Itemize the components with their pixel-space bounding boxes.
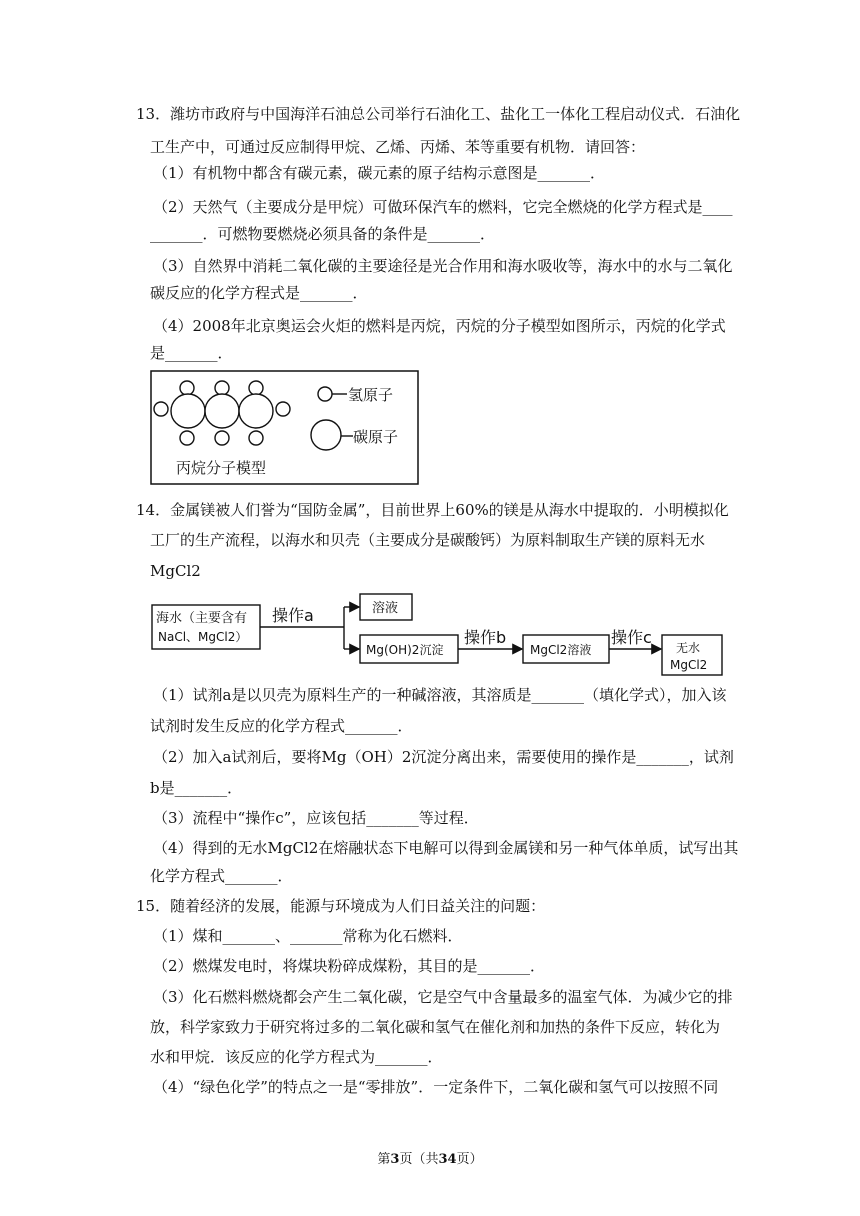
legend-hydrogen-atom (318, 387, 332, 401)
q14-line-3: MgCl2 (150, 562, 201, 580)
diagram-caption: 丙烷分子模型 (176, 459, 267, 477)
op-b-label: 操作b (464, 628, 507, 647)
q13-sub-1: （1）有机物中都含有碳元素，碳元素的原子结构示意图是_______． (153, 164, 606, 182)
q15-sub-4: （4）“绿色化学”的特点之一是“零排放”．一定条件下，二氧化碳和氢气可以按照不同 (153, 1078, 719, 1096)
process-flow-diagram (150, 591, 728, 679)
legend-carbon-atom (311, 420, 341, 450)
q15-sub-2: （2）燃煤发电时，将煤块粉碎成煤粉，其目的是_______． (153, 957, 546, 975)
q15-sub-3: （3）化石燃料燃烧都会产生二氧化碳，它是空气中含量最多的温室气体．为减少它的排 (153, 988, 733, 1006)
q14-sub-4: （4）得到的无水MgCl2在熔融状态下电解可以得到金属镁和另一种气体单质，试写出其 (153, 839, 739, 857)
q14-sub-3: （3）流程中“操作c”，应该包括_______等过程． (153, 809, 479, 827)
q14-line-1: 14．金属镁被人们誉为“国防金属”，目前世界上60%的镁是从海水中提取的．小明模拟化 (136, 501, 729, 519)
carbon-atom (239, 394, 273, 428)
op-a-label: 操作a (272, 606, 314, 625)
q15-line-1: 15．随着经济的发展，能源与环境成为人们日益关注的问题： (136, 897, 546, 915)
legend-hydrogen-label: 氢原子 (348, 386, 394, 404)
anhydrous-label-1: 无水 (676, 641, 701, 655)
hydrogen-atom (180, 431, 194, 445)
footer-suffix: 页） (456, 1152, 483, 1167)
q14-sub-1: （1）试剂a是以贝壳为原料生产的一种碱溶液，其溶质是_______（填化学式），加入该 (153, 686, 727, 704)
q13-line-2: 工生产中，可通过反应制得甲烷、乙烯、丙烯、苯等重要有机物．请回答： (150, 138, 646, 156)
solution-label: 溶液 (372, 601, 399, 616)
footer-total-pages: 34 (438, 1152, 457, 1167)
q15-sub-3-cont-2: 水和甲烷．该反应的化学方程式为_______． (150, 1048, 443, 1066)
q15-sub-3-cont-1: 放，科学家致力于研究将过多的二氧化碳和氢气在催化剂和加热的条件下反应，转化为 (150, 1018, 721, 1036)
q14-sub-2: （2）加入a试剂后，要将Mg（OH）2沉淀分离出来，需要使用的操作是_______，试剂 (153, 748, 734, 766)
q13-sub-4: （4）2008年北京奥运会火炬的燃料是丙烷，丙烷的分子模型如图所示，丙烷的化学式 (153, 317, 726, 335)
page-footer (0, 1148, 860, 1167)
legend-carbon-label: 碳原子 (353, 428, 399, 446)
hydrogen-atom (154, 402, 168, 416)
footer-page-number: 3 (390, 1152, 400, 1167)
mgcl2-solution-label: MgCl2溶液 (530, 643, 592, 657)
hydrogen-atom (249, 381, 263, 395)
q13-sub-4-cont: 是_______． (150, 344, 233, 362)
hydrogen-atom (249, 431, 263, 445)
q14-sub-2-cont: b是_______． (150, 779, 243, 797)
carbon-atom (171, 394, 205, 428)
hydrogen-atom (276, 402, 290, 416)
op-c-label: 操作c (611, 628, 652, 647)
q14-line-2: 工厂的生产流程，以海水和贝壳（主要成分是碳酸钙）为原料制取生产镁的原料无水 (150, 531, 706, 549)
q14-sub-1-cont: 试剂时发生反应的化学方程式_______． (150, 717, 413, 735)
q15-sub-1: （1）煤和_______、_______常称为化石燃料． (153, 927, 463, 945)
footer-middle: 页（共 (399, 1152, 439, 1167)
precipitate-label: Mg(OH)2沉淀 (366, 643, 444, 657)
q13-sub-3: （3）自然界中消耗二氧化碳的主要途径是光合作用和海水吸收等，海水中的水与二氧化 (153, 257, 733, 275)
footer-prefix: 第 (377, 1152, 391, 1167)
seawater-label-2: NaCl、MgCl2） (158, 630, 248, 644)
hydrogen-atom (180, 381, 194, 395)
hydrogen-atom (215, 381, 229, 395)
q13-line-1: 13．潍坊市政府与中国海洋石油总公司举行石油化工、盐化工一体化工程启动仪式．石油化 (136, 105, 741, 123)
carbon-atom (205, 394, 239, 428)
q13-sub-3-cont: 碳反应的化学方程式是_______． (150, 284, 368, 302)
propane-model-diagram (150, 370, 420, 486)
q13-sub-2-cont: _______．可燃物要燃烧必须具备的条件是_______． (150, 225, 496, 243)
q13-sub-2: （2）天然气（主要成分是甲烷）可做环保汽车的燃料，它完全燃烧的化学方程式是____ (153, 198, 733, 216)
hydrogen-atom (215, 431, 229, 445)
anhydrous-label-2: MgCl2 (670, 658, 708, 672)
seawater-label-1: 海水（主要含有 (156, 611, 248, 626)
q14-sub-4-cont: 化学方程式_______． (150, 867, 293, 885)
